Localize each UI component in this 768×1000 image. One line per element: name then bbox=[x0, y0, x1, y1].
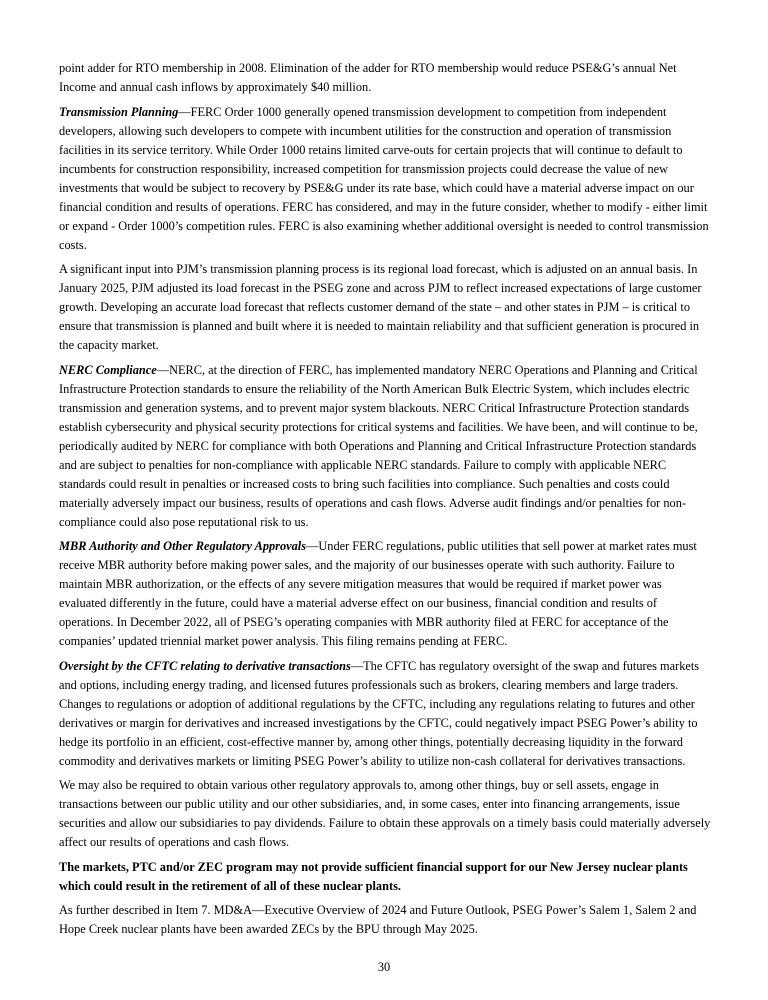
paragraph-mbr-authority bbox=[59, 537, 711, 651]
body-transmission-planning: —FERC Order 1000 generally opened transmission development to competition from independent developers, allowing such developers to compete with incumbent utilities for the construction and operation of transmission facilities in its service territory. While Order 1000 retains limited carve-outs for certain projects that will continue to default to incumbents for construction responsibility, increased competition for transmission projects could decrease the value of new investments that would be subject to recovery by PSE&G under its rate base, which could have a material adverse impact on our financial condition and results of operations. FERC has considered, and may in the future consider, whether to modify - either limit or expand - Order 1000’s competition rules. FERC is also examining whether additional oversight is needed to control transmission costs. bbox=[59, 104, 709, 252]
body-mbr-authority: —Under FERC regulations, public utilities that sell power at market rates must receive MBR authority before making power sales, and the majority of our businesses operate with such authority. Failure to maintain MBR authorization, or the effects of any severe mitigation measures that would be required if market power was evaluated differently in the future, could have a material adverse effect on our business, financial condition and results of operations. In December 2022, all of PSEG’s operating companies with MBR authority filed at FERC for acceptance of the companies’ updated triennial market power analysis. This filing remains pending at FERC. bbox=[59, 539, 697, 648]
heading-transmission-planning: Transmission Planning bbox=[59, 104, 179, 119]
document-body bbox=[59, 59, 711, 945]
paragraph-regulatory-approvals: We may also be required to obtain various other regulatory approvals to, among other things, buy or sell assets, engage in transactions between our public utility and our other subsidiaries, and, in some cases, enter into financing arrangements, issue securities and allow our subsidiaries to pay dividends. Failure to obtain these approvals on a timely basis could materially adversely affect our results of operations and cash flows. bbox=[59, 778, 711, 849]
page-number: 30 bbox=[377, 960, 391, 974]
paragraph-load-forecast: A significant input into PJM’s transmission planning process is its regional load forecast, which is adjusted on an annual basis. In January 2025, PJM adjusted its load forecast in the PSEG zone and across PJM to reflect increased expectations of large customer growth. Developing an accurate load forecast that reflects customer demand of the state – and other states in PJM – is critical to ensure that transmission is planned and built where it is needed to maintain reliability and that sufficient generation is procured in the capacity market. bbox=[59, 262, 702, 352]
paragraph-transmission-planning bbox=[59, 103, 711, 255]
heading-cftc-oversight: Oversight by the CFTC relating to derivative transactions bbox=[59, 658, 351, 673]
paragraph-cftc-oversight bbox=[59, 657, 711, 771]
heading-mbr-authority: MBR Authority and Other Regulatory Approvals bbox=[59, 539, 307, 553]
heading-nuclear-risk: The markets, PTC and/or ZEC program may not provide sufficient financial support for our New Jersey nuclear plants which could result in the retirement of all of these nuclear plants. bbox=[59, 859, 688, 893]
heading-nerc-compliance: NERC Compliance bbox=[59, 362, 157, 377]
paragraph-zec-award: As further described in Item 7. MD&A—Executive Overview of 2024 and Future Outlook, PSEG Power’s Salem 1, Salem 2 and Hope Creek nuclear plants have been awarded ZECs by the BPU through May 2025. bbox=[59, 903, 697, 936]
body-nerc-compliance: —NERC, at the direction of FERC, has implemented mandatory NERC Operations and Planning and Critical Infrastructure Protection standards to ensure the reliability of the North American Bulk Electric System, which includes electric transmission and generation systems, and to prevent major system blackouts. NERC Critical Infrastructure Protection standards establish cybersecurity and physical security protections for critical systems and facilities. We have been, and will continue to be, periodically audited by NERC for compliance with both Operations and Planning and Critical Infrastructure Protection standards and are subject to penalties for non-compliance with applicable NERC standards. Failure to comply with applicable NERC standards could result in penalties or increased costs to bring such facilities into compliance. Such penalties and costs could materially adversely impact our business, results of operations and cash flows. Adverse audit findings and/or penalties for non-compliance could also pose reputational risk to us. bbox=[59, 362, 698, 529]
paragraph-nerc-compliance bbox=[59, 361, 711, 532]
paragraph-rto-adder: point adder for RTO membership in 2008. Elimination of the adder for RTO membership would reduce PSE&G’s annual Net Income and annual cash inflows by approximately $40 million. bbox=[59, 61, 677, 94]
body-cftc-oversight: —The CFTC has regulatory oversight of the swap and futures markets and options, including energy trading, and licensed futures professionals such as brokers, clearing members and large traders. Changes to regulations or adoption of additional regulations by the CFTC, including any regulations relating to futures and other derivatives or margin for derivatives and increased investigations by the CFTC, could negatively impact PSEG Power’s ability to hedge its portfolio in an efficient, cost-effective manner by, among other things, potentially decreasing liquidity in the forward commodity and derivatives markets or limiting PSEG Power’s ability to utilize non-cash collateral for derivatives transactions. bbox=[59, 658, 700, 768]
